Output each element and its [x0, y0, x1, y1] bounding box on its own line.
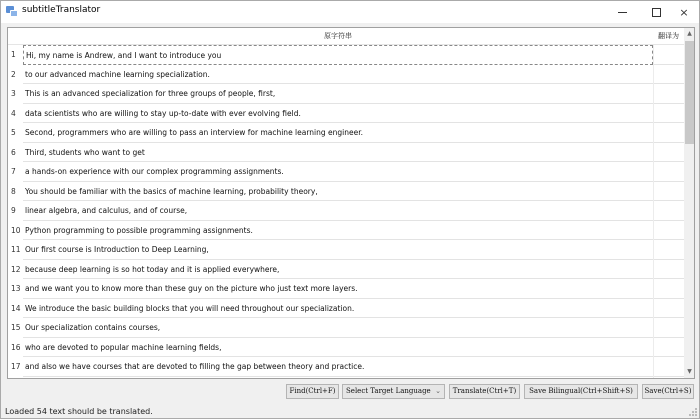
row-number: 5 [11, 128, 16, 137]
scrollbar-thumb[interactable] [685, 41, 694, 144]
original-text-cell[interactable]: Hi, my name is Andrew, and I want to introduce you [23, 45, 653, 65]
table-row[interactable] [8, 201, 684, 221]
app-icon [6, 6, 18, 17]
translation-cell[interactable] [654, 84, 684, 104]
translation-cell[interactable] [654, 279, 684, 299]
table-row[interactable] [8, 221, 684, 241]
original-text-cell[interactable]: and also we have courses that are devoted to filling the gap between theory and practice. [23, 357, 653, 377]
translation-cell[interactable] [654, 299, 684, 319]
save-bilingual-button[interactable]: Save Bilingual(Ctrl+Shift+S) [524, 384, 638, 399]
column-header-translate-to[interactable]: 翻译为 [658, 32, 679, 40]
subtitle-table [7, 27, 695, 379]
original-text-cell[interactable]: and we want you to know more than these guy on the picture who just text more layers. [23, 279, 653, 299]
original-text-cell[interactable]: linear algebra, and calculus, and of course, [23, 201, 653, 221]
row-number: 4 [11, 108, 16, 118]
table-row[interactable] [8, 299, 684, 319]
row-number: 1 [11, 50, 16, 59]
find-button[interactable]: Find(Ctrl+F) [286, 384, 339, 399]
scroll-down-icon[interactable]: ▼ [687, 368, 692, 375]
maximize-button[interactable] [641, 1, 671, 23]
row-number: 14 [11, 303, 21, 313]
row-number: 7 [11, 167, 16, 176]
translation-cell[interactable] [654, 201, 684, 221]
row-number: 8 [11, 186, 16, 196]
row-number: 12 [11, 264, 21, 274]
close-button[interactable] [669, 1, 699, 23]
original-text-cell[interactable]: We introduce the basic building blocks that you will need throughout our specialization. [23, 299, 653, 319]
original-text-cell[interactable]: because deep learning is so hot today and it is applied everywhere, [23, 260, 653, 280]
vertical-scrollbar[interactable] [684, 28, 695, 378]
original-text-cell[interactable]: This is an advanced specialization for three groups of people, first, [23, 84, 653, 104]
translation-cell[interactable] [654, 338, 684, 358]
window-title: subtitleTranslator [22, 5, 101, 15]
table-row[interactable] [8, 240, 684, 260]
table-header [8, 28, 684, 45]
translate-button[interactable]: Translate(Ctrl+T) [449, 384, 520, 399]
row-number: 11 [11, 245, 21, 254]
table-row[interactable] [8, 123, 684, 143]
translation-cell[interactable] [654, 104, 684, 124]
original-text-cell[interactable]: who are devoted to popular machine learning fields, [23, 338, 653, 358]
original-text-cell[interactable]: a hands-on experience with our complex programming assignments. [23, 162, 653, 182]
table-row[interactable] [8, 318, 684, 338]
original-text-cell[interactable]: to our advanced machine learning specialization. [23, 65, 653, 85]
translation-cell[interactable] [654, 65, 684, 85]
translation-cell[interactable] [654, 182, 684, 202]
translation-cell[interactable] [654, 260, 684, 280]
table-row[interactable] [8, 182, 684, 202]
table-row[interactable] [8, 357, 684, 377]
scroll-up-icon[interactable]: ▲ [687, 30, 692, 37]
table-row[interactable] [8, 279, 684, 299]
resize-grip-icon[interactable] [689, 408, 697, 416]
close-icon: × [679, 5, 689, 19]
original-text-cell[interactable]: You should be familiar with the basics of machine learning, probability theory, [23, 182, 653, 202]
title-bar[interactable] [1, 1, 699, 23]
target-language-label: Select Target Language [346, 387, 431, 395]
original-text-cell[interactable]: Our specialization contains courses, [23, 318, 653, 338]
save-button[interactable]: Save(Ctrl+S) [642, 384, 694, 399]
table-row[interactable] [8, 260, 684, 280]
maximize-icon [652, 8, 661, 17]
table-row[interactable] [8, 143, 684, 163]
translation-cell[interactable] [654, 357, 684, 377]
row-number: 15 [11, 323, 21, 332]
table-row[interactable] [8, 45, 684, 65]
translation-cell[interactable] [654, 240, 684, 260]
original-text-cell[interactable]: Second, programmers who are willing to pass an interview for machine learning engineer. [23, 123, 653, 143]
row-number: 2 [11, 69, 16, 79]
row-number: 3 [11, 89, 16, 98]
translation-cell[interactable] [654, 143, 684, 163]
table-row[interactable] [8, 162, 684, 182]
row-number: 6 [11, 147, 16, 157]
translation-cell[interactable] [654, 123, 684, 143]
original-text-cell[interactable]: Our first course is Introduction to Deep Learning, [23, 240, 653, 260]
minimize-icon [618, 12, 627, 13]
translation-cell[interactable] [654, 221, 684, 241]
row-number: 17 [11, 362, 21, 371]
row-number: 16 [11, 342, 21, 352]
table-row[interactable] [8, 104, 684, 124]
original-text-cell[interactable]: data scientists who are willing to stay up-to-date with ever evolving field. [23, 104, 653, 124]
row-number: 9 [11, 206, 16, 215]
original-text-cell[interactable]: Third, students who want to get [23, 143, 653, 163]
table-body [8, 45, 684, 377]
row-number: 13 [11, 284, 21, 293]
table-row[interactable] [8, 338, 684, 358]
column-header-original[interactable]: 原字符串 [324, 32, 352, 40]
translation-cell[interactable] [654, 45, 684, 65]
row-number: 10 [11, 225, 21, 235]
status-bar-message: Loaded 54 text should be translated. [5, 407, 153, 416]
translation-cell[interactable] [654, 318, 684, 338]
translation-cell[interactable] [654, 162, 684, 182]
table-row[interactable] [8, 65, 684, 85]
chevron-down-icon: ⌄ [435, 387, 441, 395]
original-text-cell[interactable]: Python programming to possible programming assignments. [23, 221, 653, 241]
minimize-button[interactable] [607, 1, 637, 23]
target-language-select[interactable] [342, 384, 445, 399]
table-row[interactable] [8, 84, 684, 104]
